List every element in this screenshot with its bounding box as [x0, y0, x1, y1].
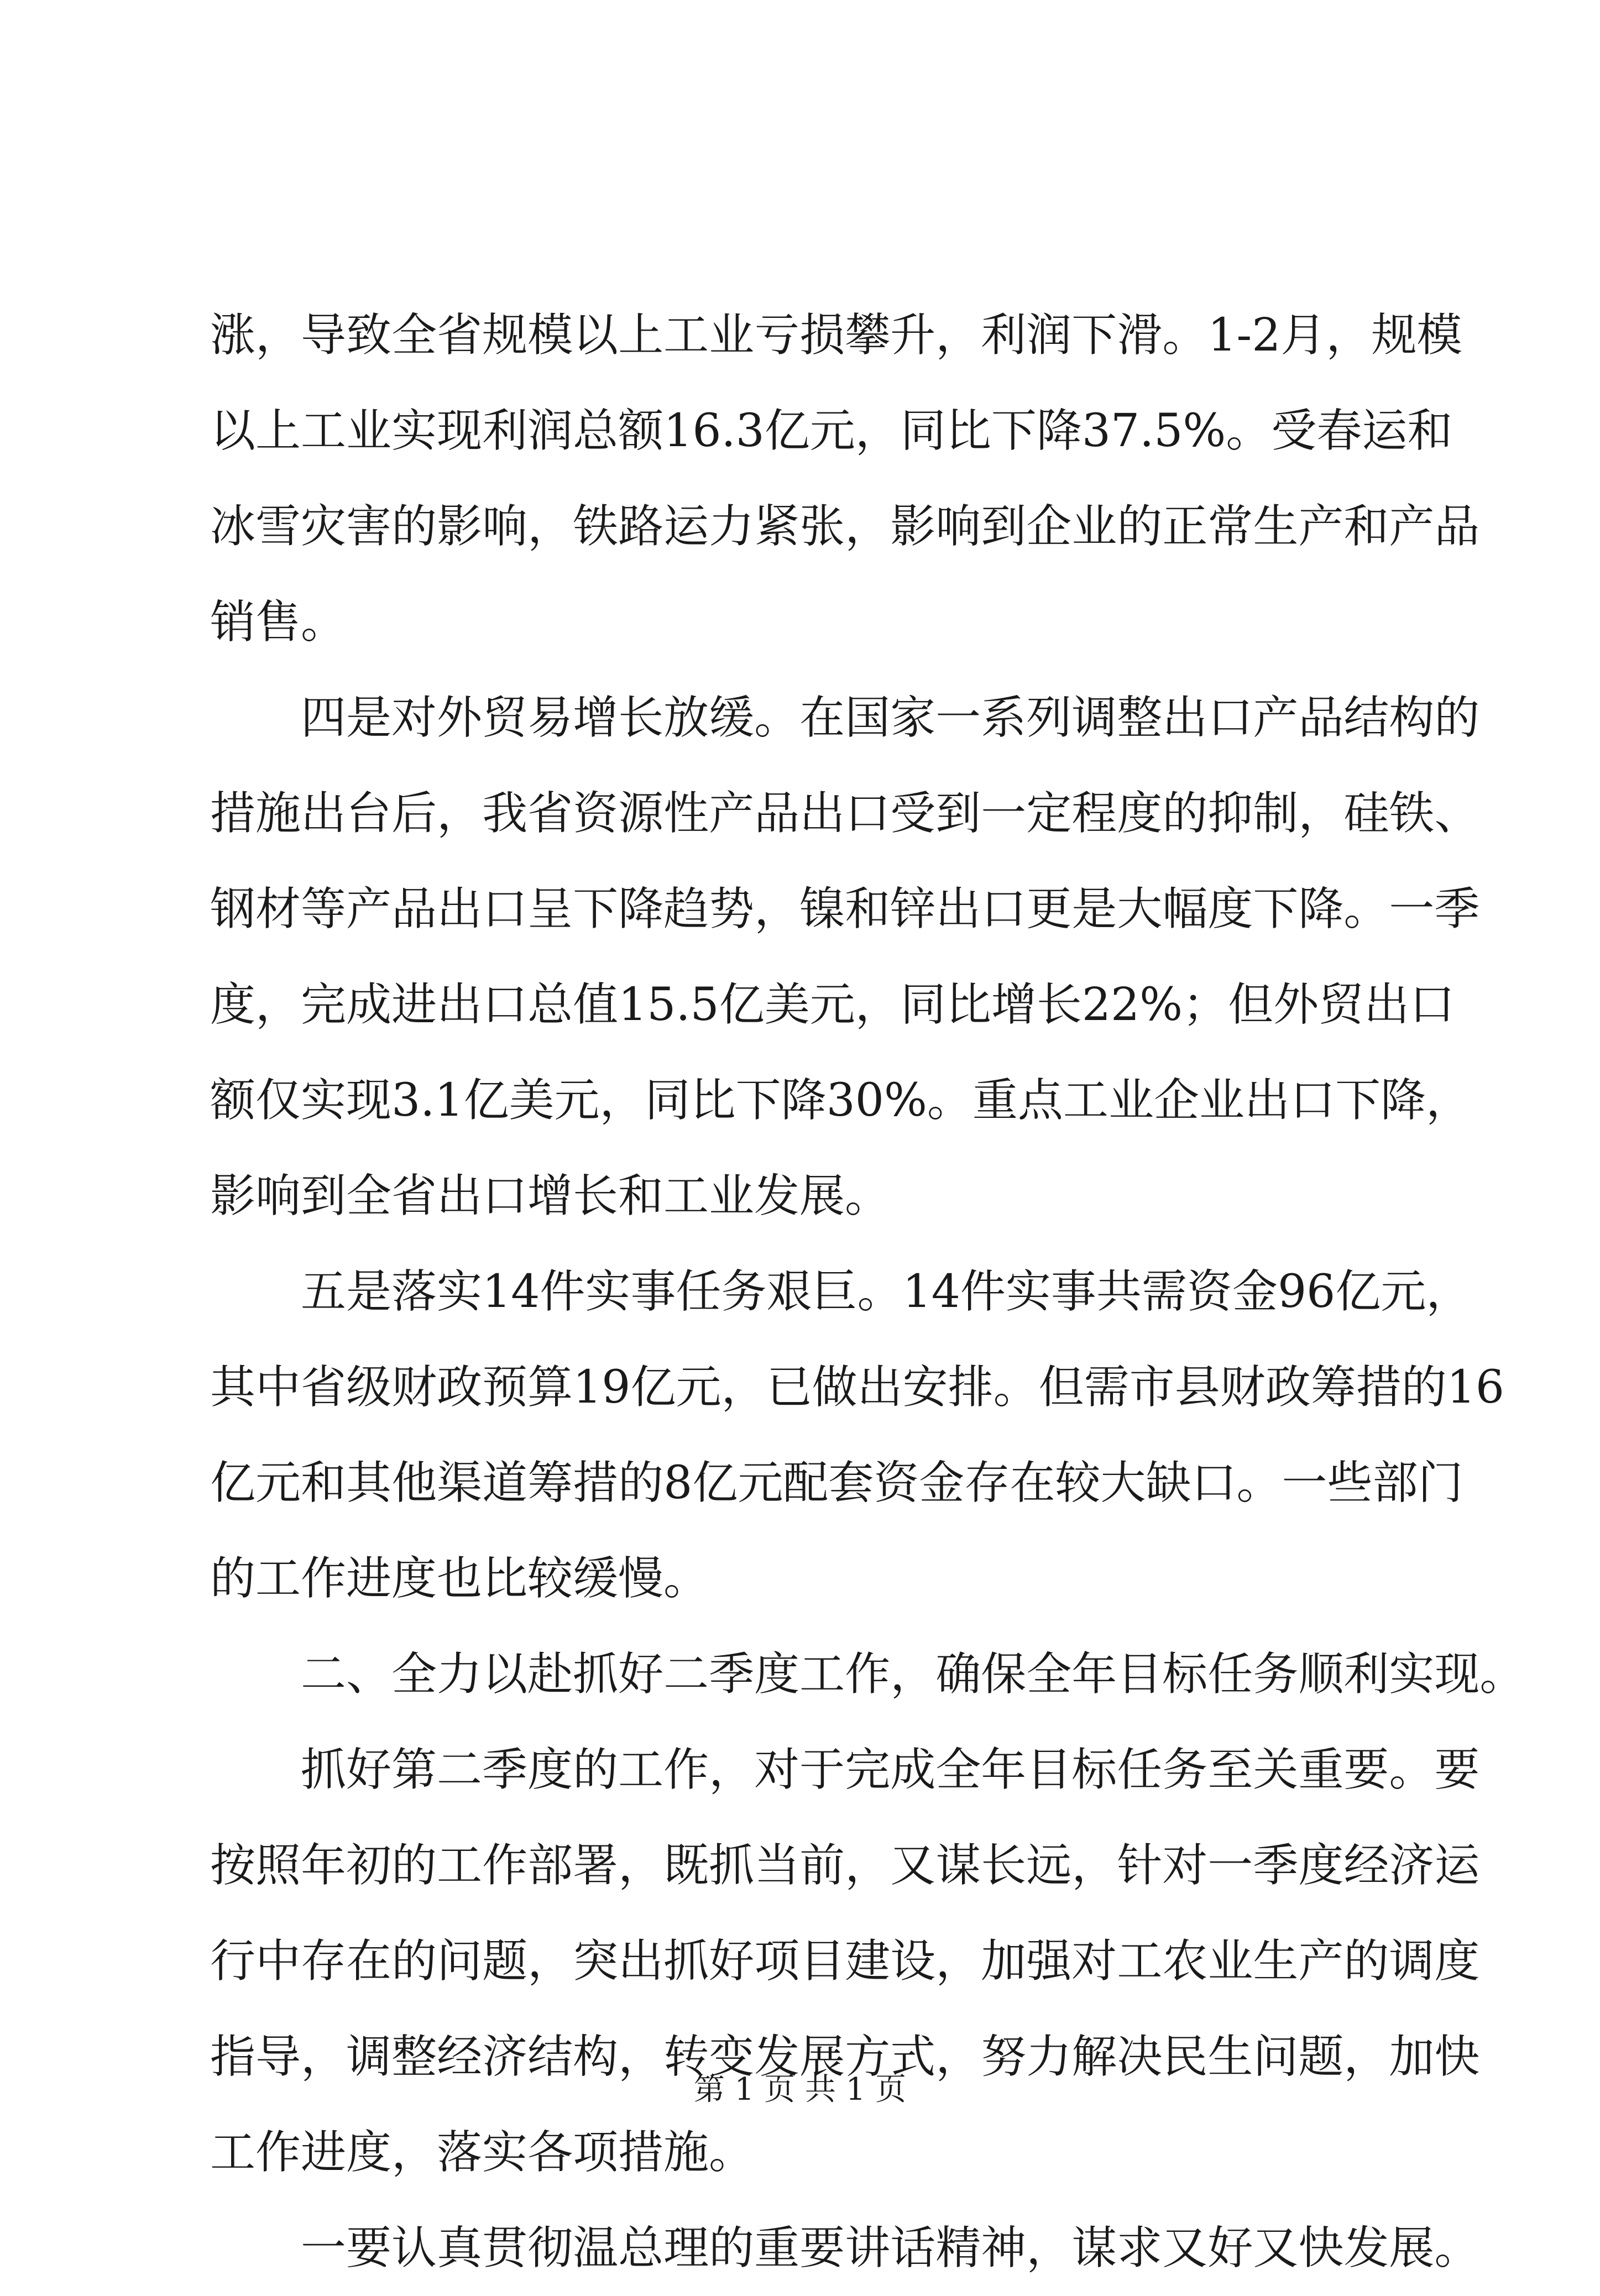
- text-line: 度 ， 完 成 进 出 口 总 值 15.5 亿 美 元 ， 同 比 增 长 22% ； 但 外 贸 出 口: [210, 979, 1455, 1031]
- text-line: 指 导 ， 调 整 经 济 结 构 ， 转 变 发 展 方 式 ， 努 力 解 决 民 生 问 题 ， 加 快: [210, 2031, 1480, 2083]
- text-line: 钢 材 等 产 品 出 口 呈 下 降 趋 势 ， 镍 和 锌 出 口 更 是 大 幅 度 下 降 。 一 季: [210, 883, 1480, 935]
- text-line: 以 上 工 业 实 现 利 润 总 额 16.3 亿 元 ， 同 比 下 降 37.5% 。 受 春 运 和: [210, 405, 1453, 457]
- text-line: 销售。: [210, 596, 347, 648]
- paragraph-first-line: 五 是 落 实 14 件 实 事 任 务 艰 巨 。 14 件 实 事 共 需 资 金 96 亿 元 ，: [301, 1265, 1472, 1318]
- text-line: 的工作进度也比较缓慢。: [210, 1552, 709, 1605]
- paragraph-first-line: 抓 好 第 二 季 度 的 工 作 ， 对 于 完 成 全 年 目 标 任 务 至 关 重 要 。 要: [301, 1744, 1480, 1796]
- text-line: 亿 元 和 其 他 渠 道 筹 措 的 8 亿 元 配 套 资 金 存 在 较 大 缺 口 。 一 些 部 门: [210, 1457, 1463, 1509]
- text-line: 影响到全省出口增长和工业发展。: [210, 1170, 891, 1222]
- text-line: 涨 ， 导 致 全 省 规 模 以 上 工 业 亏 损 攀 升 ， 利 润 下 滑 。 1-2 月 ， 规 模: [210, 309, 1462, 362]
- text-line: 行 中 存 在 的 问 题 ， 突 出 抓 好 项 目 建 设 ， 加 强 对 工 农 业 生 产 的 调 度: [210, 1935, 1480, 1988]
- text-line: 其 中 省 级 财 政 预 算 19 亿 元 ， 已 做 出 安 排 。 但 需 市 县 财 政 筹 措 的 16: [210, 1361, 1505, 1414]
- paragraph-first-line: 一 要 认 真 贯 彻 温 总 理 的 重 要 讲 话 精 神 ， 谋 求 又 好 又 快 发 展 。: [301, 2222, 1480, 2274]
- text-line: 措 施 出 台 后 ， 我 省 资 源 性 产 品 出 口 受 到 一 定 程 度 的 抑 制 ， 硅 铁 、: [210, 787, 1480, 840]
- section-heading: 二 、 全 力 以 赴 抓 好 二 季 度 工 作 ， 确 保 全 年 目 标 任 务 顺 利 实 现 。: [301, 1648, 1525, 1701]
- document-body: [210, 287, 1525, 2296]
- text-line: 工作进度，落实各项措施。: [210, 2126, 755, 2179]
- paragraph-first-line: 四 是 对 外 贸 易 增 长 放 缓 。 在 国 家 一 系 列 调 整 出 口 产 品 结 构 的: [301, 692, 1480, 744]
- text-line: 按 照 年 初 的 工 作 部 署 ， 既 抓 当 前 ， 又 谋 长 远 ， 针 对 一 季 度 经 济 运: [210, 1839, 1480, 1892]
- page-number-footer: 第 1 页 共 1 页: [693, 2072, 907, 2107]
- text-line: 冰 雪 灾 害 的 影 响 ， 铁 路 运 力 紧 张 ， 影 响 到 企 业 的 正 常 生 产 和 产 品: [210, 500, 1480, 553]
- text-line: 额 仅 实 现 3.1 亿 美 元 ， 同 比 下 降 30% 。 重 点 工 业 企 业 出 口 下 降 ，: [210, 1074, 1472, 1127]
